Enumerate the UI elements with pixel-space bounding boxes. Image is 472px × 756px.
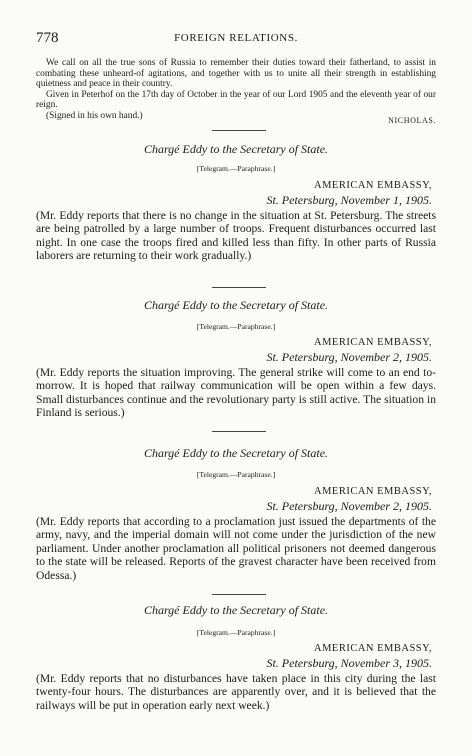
dispatch-embassy: AMERICAN EMBASSY, xyxy=(314,486,432,497)
dispatch-title: Chargé Eddy to the Secretary of State. xyxy=(143,142,329,156)
proclamation-paragraph-3: (Signed in his own hand.) xyxy=(46,110,143,121)
proclamation-paragraph-2: Given in Peterhof on the 17th day of October in the year of our Lord 1905 and the eleventh year of our reign. xyxy=(36,89,436,111)
dispatch-embassy: AMERICAN EMBASSY, xyxy=(314,337,432,348)
dispatch-body: (Mr. Eddy reports that no disturbances have taken place in this city during the last twenty-four hours. The disturbances are apparently over, and it is believed that the railways will be put in operation early next week.) xyxy=(36,672,436,712)
dispatch-title: Chargé Eddy to the Secretary of State. xyxy=(143,603,329,617)
dispatch-place-date: St. Petersburg, November 1, 1905. xyxy=(266,193,432,207)
page-number: 778 xyxy=(36,30,59,46)
dispatch-place-date: St. Petersburg, November 2, 1905. xyxy=(266,499,432,513)
dispatch-body: (Mr. Eddy reports that there is no change in the situation at St. Petersburg. The streets are being patrolled by a large number of troops. Frequent disturbances occurred last night. In one case the troops fired and killed less than fifty. In other parts of Russia laborers are returning to their work gradually.) xyxy=(36,209,436,263)
proclamation-signature: NICHOLAS. xyxy=(388,116,436,125)
proclamation-text xyxy=(36,58,436,122)
running-head: FOREIGN RELATIONS. xyxy=(174,32,298,44)
dispatch-subtitle: [Telegram.—Paraphrase.] xyxy=(196,164,276,173)
dispatch-place-date: St. Petersburg, November 3, 1905. xyxy=(266,656,432,670)
dispatch-title: Chargé Eddy to the Secretary of State. xyxy=(143,446,329,460)
dispatch-embassy: AMERICAN EMBASSY, xyxy=(314,180,432,191)
dispatch-place-date: St. Petersburg, November 2, 1905. xyxy=(266,350,432,364)
dispatch-embassy: AMERICAN EMBASSY, xyxy=(314,643,432,654)
section-divider xyxy=(212,431,266,432)
section-divider xyxy=(212,130,266,131)
dispatch-body: (Mr. Eddy reports the situation improving. The general strike will come to an end to-morrow. It is hoped that railway communication will be open within a few days. Small disturbances continue and the revolutionary party is still active. The situation in Finland is serious.) xyxy=(36,366,436,420)
dispatch-body: (Mr. Eddy reports that according to a proclamation just issued the departments of the army, navy, and the imperial domain will not come under the jurisdiction of the new parliament. Under another proclamation all political prisoners not deemed dangerous to the state will be released. Reports of the gravest character have been received from Odessa.) xyxy=(36,515,436,582)
dispatch-subtitle: [Telegram.—Paraphrase.] xyxy=(196,322,276,331)
page-header xyxy=(36,30,436,44)
section-divider xyxy=(212,287,266,288)
section-divider xyxy=(212,594,266,595)
dispatch-subtitle: [Telegram.—Paraphrase.] xyxy=(196,628,276,637)
dispatch-subtitle: [Telegram.—Paraphrase.] xyxy=(196,470,276,479)
proclamation-paragraph-1: We call on all the true sons of Russia to remember their duties toward their fatherland, to assist in combating these unheard-of agitations, and together with us to unite all their strength in establishing quietness and peace in their country. xyxy=(36,58,436,90)
dispatch-title: Chargé Eddy to the Secretary of State. xyxy=(143,298,329,312)
